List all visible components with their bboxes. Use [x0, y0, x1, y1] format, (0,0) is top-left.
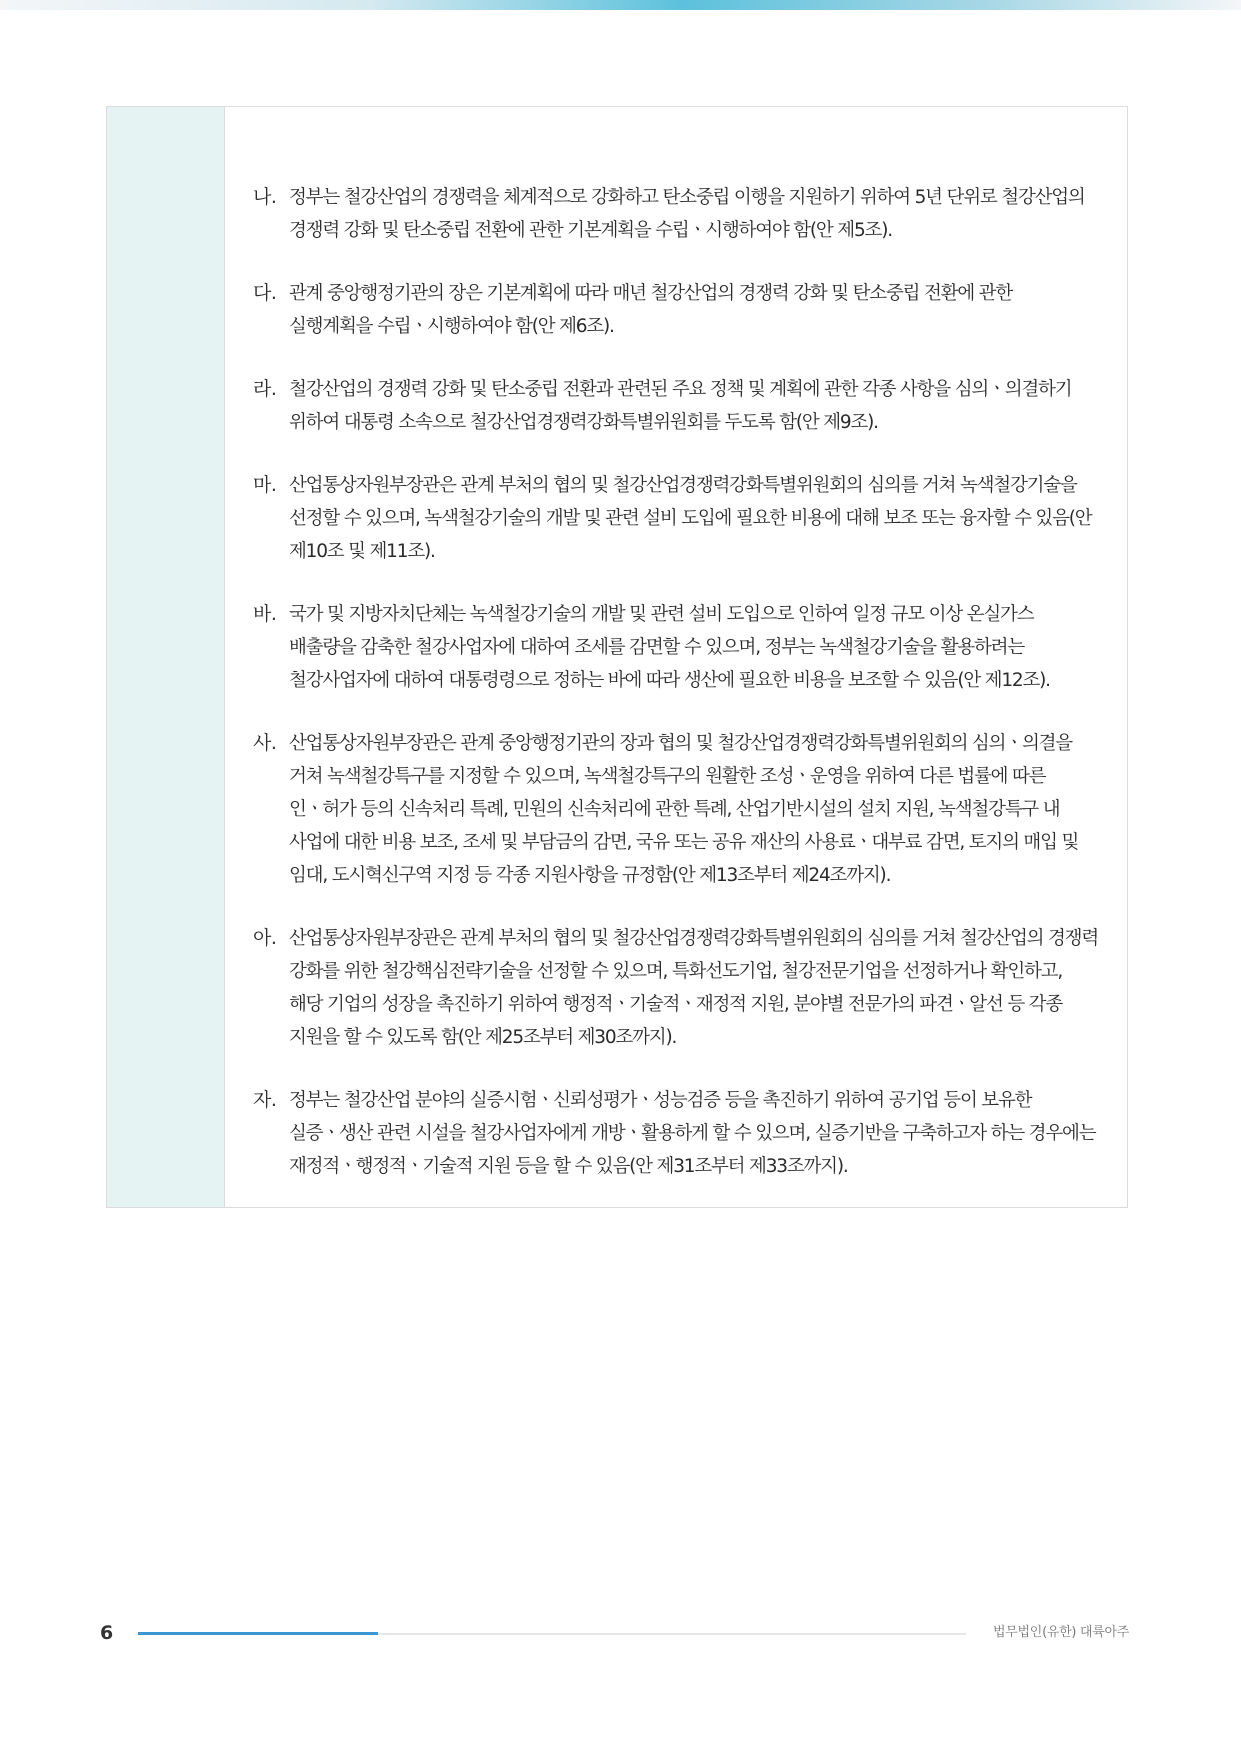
item-text: 철강산업의 경쟁력 강화 및 탄소중립 전환과 관련된 주요 정책 및 계획에 관한 각종 사항을 심의ㆍ의결하기 위하여 대통령 소속으로 철강산업경쟁력강화특별위원회를 두도록 함(안 제9조).	[289, 379, 1072, 433]
item-text: 관계 중앙행정기관의 장은 기본계획에 따라 매년 철강산업의 경쟁력 강화 및 탄소중립 전환에 관한 실행계획을 수립ㆍ시행하여야 함(안 제6조).	[289, 283, 1013, 337]
item-marker: 바.	[253, 603, 277, 625]
top-gradient-bar	[0, 0, 1241, 10]
summary-content	[225, 107, 1127, 1207]
item-text: 정부는 철강산업의 경쟁력을 체계적으로 강화하고 탄소중립 이행을 지원하기 위하여 5년 단위로 철강산업의 경쟁력 강화 및 탄소중립 전환에 관한 기본계획을 수립ㆍ시행하여야 함(안 제5조).	[289, 187, 1085, 241]
list-item	[253, 181, 1099, 247]
firm-name: 법무법인(유한) 대륙아주	[993, 1625, 1129, 1640]
item-text: 정부는 철강산업 분야의 실증시험ㆍ신뢰성평가ㆍ성능검증 등을 촉진하기 위하여 공기업 등이 보유한 실증ㆍ생산 관련 시설을 철강사업자에게 개방ㆍ활용하게 할 수 있으며, 실증기반을 구축하고자 하는 경우에는 재정적ㆍ행정적ㆍ기술적 지원 등을 할 수 있음(안 제31조부터 제33조까지).	[289, 1090, 1096, 1177]
item-text: 산업통상자원부장관은 관계 부처의 협의 및 철강산업경쟁력강화특별위원회의 심의를 거쳐 철강산업의 경쟁력 강화를 위한 철강핵심전략기술을 선정할 수 있으며, 특화선도기업, 철강전문기업을 선정하거나 확인하고, 해당 기업의 성장을 촉진하기 위하여 행정적ㆍ기술적ㆍ재정적 지원, 분야별 전문가의 파견ㆍ알선 등 각종 지원을 할 수 있도록 함(안 제25조부터 제30조까지).	[289, 928, 1098, 1048]
summary-box	[106, 106, 1128, 1208]
list-item	[253, 277, 1099, 343]
side-panel	[107, 107, 225, 1207]
list-item	[253, 922, 1099, 1054]
item-text: 산업통상자원부장관은 관계 중앙행정기관의 장과 협의 및 철강산업경쟁력강화특별위원회의 심의ㆍ의결을 거쳐 녹색철강특구를 지정할 수 있으며, 녹색철강특구의 원활한 조성ㆍ운영을 위하여 다른 법률에 따른 인ㆍ허가 등의 신속처리 특례, 민원의 신속처리에 관한 특례, 산업기반시설의 설치 지원, 녹색철강특구 내 사업에 대한 비용 보조, 조세 및 부담금의 감면, 국유 또는 공유 재산의 사용료ㆍ대부료 감면, 토지의 매입 및 임대, 도시혁신구역 지정 등 각종 지원사항을 규정함(안 제13조부터 제24조까지).	[289, 733, 1079, 886]
footer-progress-bar	[138, 1632, 378, 1635]
item-marker: 라.	[253, 378, 277, 400]
item-marker: 마.	[253, 474, 277, 496]
item-text: 산업통상자원부장관은 관계 부처의 협의 및 철강산업경쟁력강화특별위원회의 심의를 거쳐 녹색철강기술을 선정할 수 있으며, 녹색철강기술의 개발 및 관련 설비 도입에 필요한 비용에 대해 보조 또는 융자할 수 있음(안 제10조 및 제11조).	[289, 475, 1092, 562]
list-item	[253, 469, 1099, 568]
item-text: 국가 및 지방자치단체는 녹색철강기술의 개발 및 관련 설비 도입으로 인하여 일정 규모 이상 온실가스 배출량을 감축한 철강사업자에 대하여 조세를 감면할 수 있으며, 정부는 녹색철강기술을 활용하려는 철강사업자에 대하여 대통령령으로 정하는 바에 따라 생산에 필요한 비용을 보조할 수 있음(안 제12조).	[289, 604, 1050, 691]
list-item	[253, 727, 1099, 892]
list-item	[253, 373, 1099, 439]
page-number: 6	[100, 1622, 114, 1644]
list-item	[253, 1084, 1099, 1183]
page-footer	[0, 1618, 1241, 1648]
item-marker: 자.	[253, 1089, 277, 1111]
item-marker: 아.	[253, 927, 277, 949]
list-item	[253, 598, 1099, 697]
item-marker: 사.	[253, 732, 277, 754]
item-marker: 다.	[253, 282, 277, 304]
item-marker: 나.	[253, 186, 277, 208]
